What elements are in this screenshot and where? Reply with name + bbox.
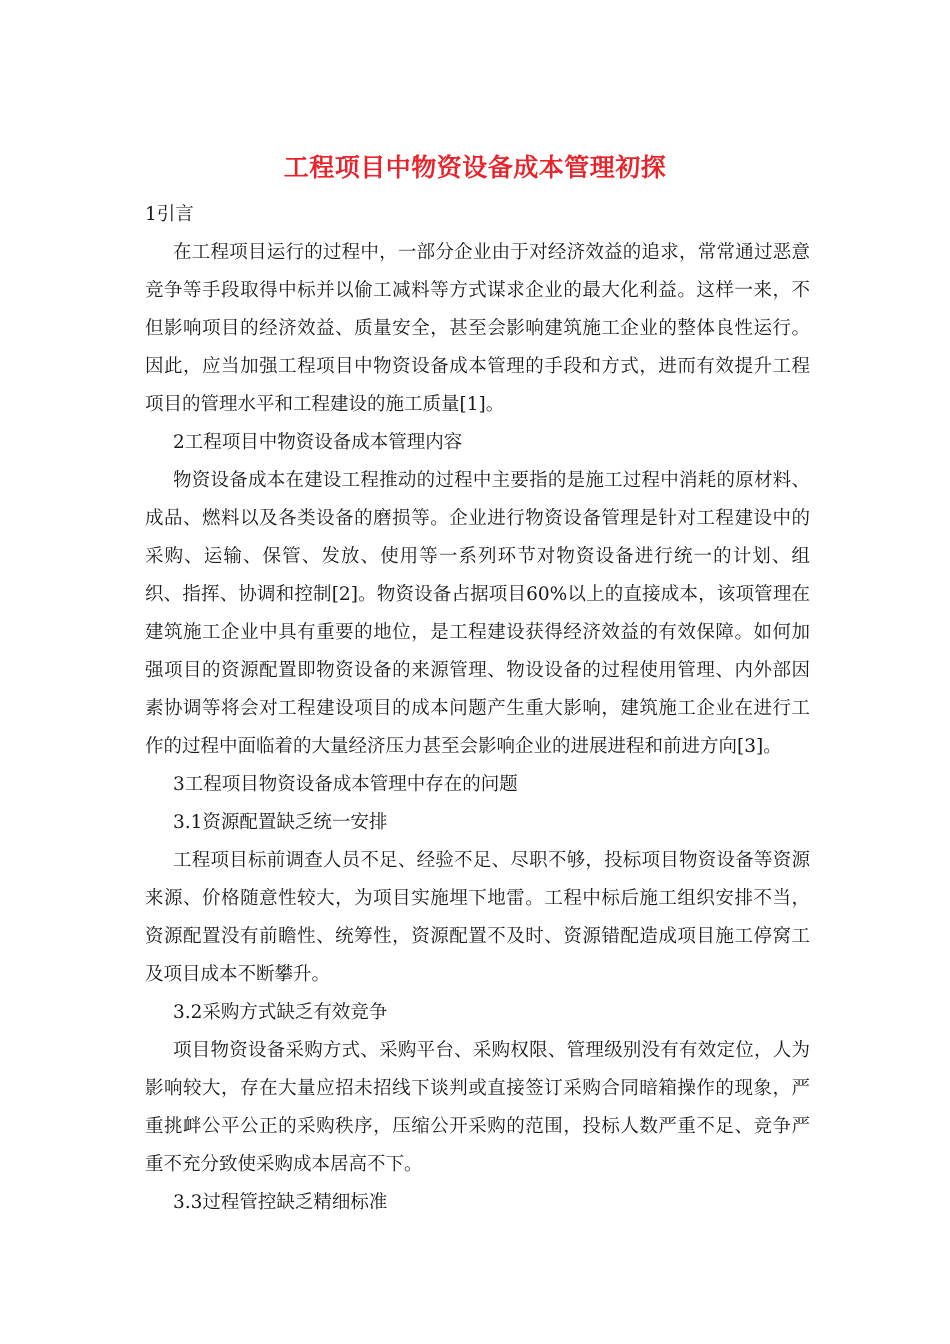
paragraph-3-1: 工程项目标前调查人员不足、经验不足、尽职不够，投标项目物资设备等资源来源、价格随意性较大，为项目实施埋下地雷。工程中标后施工组织安排不当，资源配置没有前瞻性、统筹性，资源配置不及时、资源错配造成项目施工停窝工及项目成本不断攀升。 xyxy=(145,850,810,985)
section-heading-problems: 3工程项目物资设备成本管理中存在的问题 xyxy=(173,774,518,795)
subsection-heading-3-1: 3.1资源配置缺乏统一安排 xyxy=(173,812,388,833)
subsection-heading-3-2: 3.2采购方式缺乏有效竞争 xyxy=(173,1002,388,1023)
subsection-heading-3-3: 3.3过程管控缺乏精细标准 xyxy=(173,1192,388,1213)
paragraph-content: 物资设备成本在建设工程推动的过程中主要指的是施工过程中消耗的原材料、成品、燃料以及各类设备的磨损等。企业进行物资设备管理是针对工程建设中的采购、运输、保管、发放、使用等一系列环节对物资设备进行统一的计划、组织、指挥、协调和控制[2]。物资设备占据项目60%以上的直接成本，该项管理在建筑施工企业中具有重要的地位，是工程建设获得经济效益的有效保障。如何加强项目的资源配置即物资设备的来源管理、物设设备的过程使用管理、内外部因素协调等将会对工程建设项目的成本问题产生重大影响，建筑施工企业在进行工作的过程中面临着的大量经济压力甚至会影响企业的进展进程和前进方向[3]。 xyxy=(145,470,810,757)
section-heading-content: 2工程项目中物资设备成本管理内容 xyxy=(173,432,463,453)
document-body xyxy=(145,196,810,1222)
paragraph-3-2: 项目物资设备采购方式、采购平台、采购权限、管理级别没有有效定位，人为影响较大，存在大量应招未招线下谈判或直接签订采购合同暗箱操作的现象，严重挑衅公平公正的采购秩序，压缩公开采购的范围，投标人数严重不足、竞争严重不充分致使采购成本居高不下。 xyxy=(145,1040,810,1175)
section-heading-introduction: 1引言 xyxy=(145,204,194,225)
document-title: 工程项目中物资设备成本管理初探 xyxy=(283,153,667,182)
paragraph-introduction: 在工程项目运行的过程中，一部分企业由于对经济效益的追求，常常通过恶意竞争等手段取得中标并以偷工减料等方式谋求企业的最大化利益。这样一来，不但影响项目的经济效益、质量安全，甚至会影响建筑施工企业的整体良性运行。因此，应当加强工程项目中物资设备成本管理的手段和方式，进而有效提升工程项目的管理水平和工程建设的施工质量[1]。 xyxy=(145,242,810,415)
